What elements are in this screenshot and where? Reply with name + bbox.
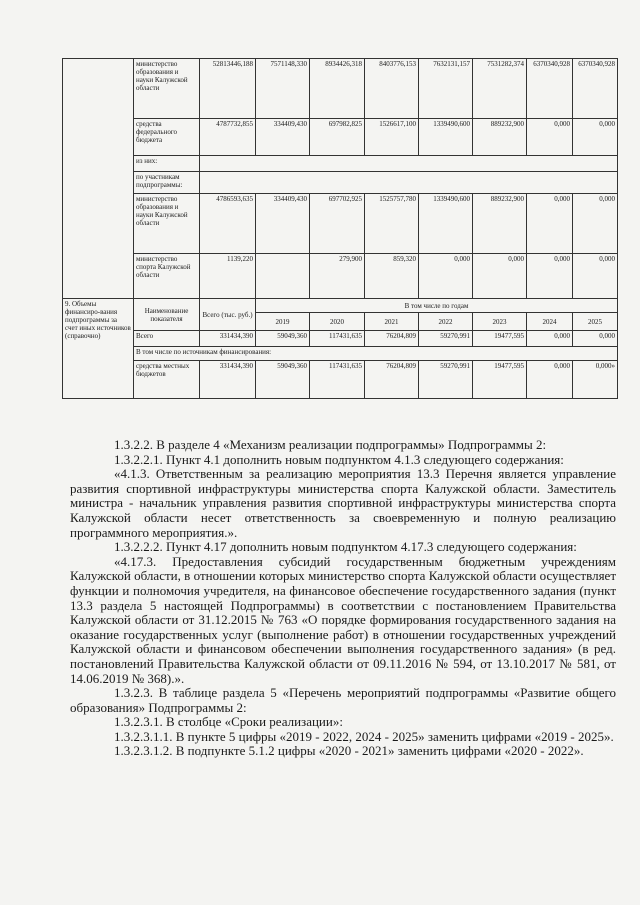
- value-cell: 7632131,157: [419, 59, 473, 119]
- value-cell: 8403776,153: [365, 59, 419, 119]
- value-cell: 6370340,928: [527, 59, 573, 119]
- value-cell: 889232,900: [473, 119, 527, 156]
- header-indicator-name: Наименование показателя: [134, 299, 200, 331]
- empty-cell: [200, 172, 618, 194]
- empty-cell: [200, 156, 618, 172]
- value-cell: 859,320: [365, 254, 419, 299]
- value-cell: 0,000: [419, 254, 473, 299]
- header-years-group: В том числе по годам: [256, 299, 618, 313]
- value-cell: 0,000: [573, 254, 618, 299]
- year-header: 2025: [573, 313, 618, 331]
- year-header: 2022: [419, 313, 473, 331]
- table-row: [63, 299, 618, 313]
- paragraph: 1.3.2.2.1. Пункт 4.1 дополнить новым подпунктом 4.1.3 следующего содержания:: [114, 451, 564, 467]
- value-cell: 1139,220: [200, 254, 256, 299]
- paragraph: 1.3.2.3.1.1. В пункте 5 цифры «2019 - 2022, 2024 - 2025» заменить цифрами «2019 - 2025».: [114, 728, 614, 744]
- year-header: 2020: [310, 313, 365, 331]
- row-label: из них:: [134, 156, 200, 172]
- header-total: Всего (тыс. руб.): [200, 299, 256, 331]
- value-cell: 331434,390: [200, 361, 256, 399]
- value-cell: 1525757,780: [365, 194, 419, 254]
- row-label: министерство спорта Калужской области: [134, 254, 200, 299]
- table-row: [63, 194, 618, 254]
- value-cell: 1339490,600: [419, 194, 473, 254]
- row-label: министерство образования и науки Калужской области: [134, 59, 200, 119]
- section-8-cell: [63, 59, 134, 299]
- value-cell: 0,000: [573, 331, 618, 347]
- value-cell: 4786593,635: [200, 194, 256, 254]
- value-cell: 0,000»: [573, 361, 618, 399]
- table-row: [63, 331, 618, 347]
- value-cell: 279,900: [310, 254, 365, 299]
- value-cell: 0,000: [527, 254, 573, 299]
- value-cell: 117431,635: [310, 361, 365, 399]
- value-cell: 889232,900: [473, 194, 527, 254]
- table-row: [63, 361, 618, 399]
- paragraph: 1.3.2.2.2. Пункт 4.17 дополнить новым подпунктом 4.17.3 следующего содержания:: [114, 539, 577, 555]
- value-cell: 0,000: [527, 331, 573, 347]
- table-row: [63, 347, 618, 361]
- value-cell: 334409,430: [256, 119, 310, 156]
- value-cell: 697982,825: [310, 119, 365, 156]
- financing-table: [62, 58, 618, 399]
- value-cell: 59049,360: [256, 331, 310, 347]
- value-cell: [256, 254, 310, 299]
- value-cell: 0,000: [527, 119, 573, 156]
- value-cell: 8934426,318: [310, 59, 365, 119]
- value-cell: 1339490,600: [419, 119, 473, 156]
- value-cell: 59270,991: [419, 361, 473, 399]
- value-cell: 19477,595: [473, 361, 527, 399]
- value-cell: 6370340,928: [573, 59, 618, 119]
- row-label: средства местных бюджетов: [134, 361, 200, 399]
- value-cell: 59270,991: [419, 331, 473, 347]
- year-header: 2024: [527, 313, 573, 331]
- value-cell: 76204,809: [365, 361, 419, 399]
- value-cell: 697702,925: [310, 194, 365, 254]
- value-cell: 59049,360: [256, 361, 310, 399]
- row-label: министерство образования и науки Калужской области: [134, 194, 200, 254]
- value-cell: 4787732,855: [200, 119, 256, 156]
- year-header: 2019: [256, 313, 310, 331]
- value-cell: 0,000: [573, 119, 618, 156]
- row-label: средства федерального бюджета: [134, 119, 200, 156]
- sources-caption: В том числе по источникам финансирования:: [134, 347, 618, 361]
- value-cell: 7531282,374: [473, 59, 527, 119]
- value-cell: 19477,595: [473, 331, 527, 347]
- table-row: [63, 172, 618, 194]
- year-header: 2021: [365, 313, 419, 331]
- value-cell: 331434,390: [200, 331, 256, 347]
- paragraph: 1.3.2.3.1.2. В подпункте 5.1.2 цифры «2020 - 2021» заменить цифрами «2020 - 2022».: [114, 743, 584, 759]
- value-cell: 1526617,100: [365, 119, 419, 156]
- paragraph: 1.3.2.3.1. В столбце «Сроки реализации»:: [114, 714, 343, 730]
- value-cell: 0,000: [527, 361, 573, 399]
- body-text: [70, 438, 616, 759]
- paragraph: 1.3.2.2. В разделе 4 «Механизм реализации подпрограммы» Подпрограммы 2:: [114, 437, 547, 452]
- row-label: по участникам подпрограммы:: [134, 172, 200, 194]
- paragraph: 1.3.2.3. В таблице раздела 5 «Перечень мероприятий подпрограммы «Развитие общего образования» Подпрограммы 2:: [70, 685, 616, 715]
- paragraph: «4.1.3. Ответственным за реализацию мероприятия 13.3 Перечня является управление развития спортивной инфраструктуры министерства спорта Калужской области. Заместитель министра - начальник управления развития спортивной инфраструктуры министерства спорта Калужской области несет ответственность за своевременную и полную реализацию программного мероприятия.».: [70, 466, 616, 540]
- row-label: Всего: [134, 331, 200, 347]
- paragraph: «4.17.3. Предоставления субсидий государственным бюджетным учреждениям Калужской области, в отношении которых министерство спорта Калужской области осуществляет функции и полномочия учредителя, на финансовое обеспечение государственного задания (пункт 13.3 раздела 5 настоящей Подпрограммы) в соответствии с постановлением Правительства Калужской области от 31.12.2015 № 763 «О порядке формирования государственного задания на оказание государственных услуг (выполнение работ) в отношении государственных учреждений Калужской области и финансовом обеспечении выполнения государственного задания» (в ред. постановлений Правительства Калужской области от 09.11.2016 № 594, от 13.10.2017 № 581, от 14.06.2019 № 368).».: [70, 553, 616, 686]
- section-9-title: 9. Объемы финансиро-вания подпрограммы за счет иных источников (справочно): [63, 299, 134, 399]
- value-cell: 76204,809: [365, 331, 419, 347]
- table-row: [63, 119, 618, 156]
- value-cell: 334409,430: [256, 194, 310, 254]
- table-row: [63, 254, 618, 299]
- value-cell: 0,000: [473, 254, 527, 299]
- table-row: [63, 59, 618, 119]
- value-cell: 0,000: [527, 194, 573, 254]
- value-cell: 117431,635: [310, 331, 365, 347]
- value-cell: 52813446,188: [200, 59, 256, 119]
- value-cell: 7571148,330: [256, 59, 310, 119]
- table-row: [63, 156, 618, 172]
- year-header: 2023: [473, 313, 527, 331]
- value-cell: 0,000: [573, 194, 618, 254]
